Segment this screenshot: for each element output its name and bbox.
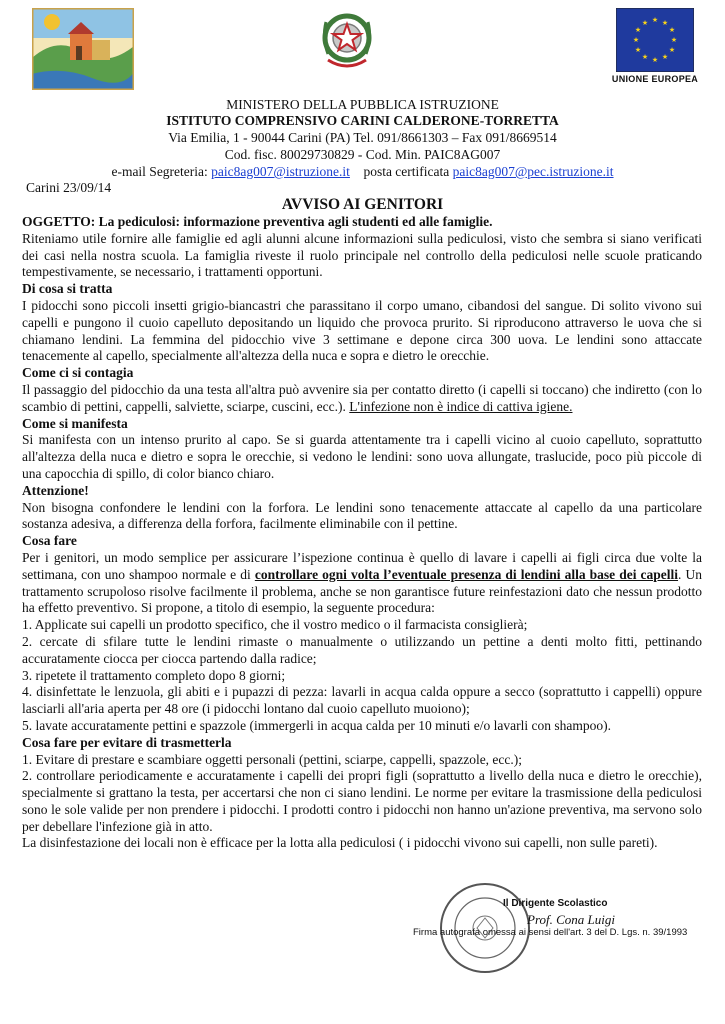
section-heading: Cosa fare per evitare di trasmetterla (22, 734, 232, 750)
section-heading: Di cosa si tratta (22, 281, 113, 297)
signature-title: Il Dirigente Scolastico (503, 898, 608, 909)
institute-name: ISTITUTO COMPRENSIVO CARINI CALDERONE-TORRETTA (166, 113, 559, 128)
pec-label: posta certificata (363, 164, 453, 179)
svg-text:★: ★ (661, 19, 669, 27)
section-heading: Cosa fare (22, 533, 77, 549)
svg-text:★: ★ (661, 53, 669, 61)
institute-codes: Cod. fisc. 80029730829 - Cod. Min. PAIC8AG007 (224, 147, 501, 162)
section-heading: Come ci si contagia (22, 365, 134, 381)
svg-text:★: ★ (670, 36, 678, 44)
eu-flag-icon (616, 8, 694, 72)
svg-text:★: ★ (641, 53, 649, 61)
email-label: e-mail Segreteria: (111, 164, 212, 179)
prevention-step: 2. controllare periodicamente e accuratamente i capelli dei propri figli (soprattutto a livello della nuca e dietro le orecchie), specialmente si grattano la testa, per accertarsi che non ci siano lendini. Le norme per evitare la trasmissione della pediculosi sono le sole valide per non prendere i pidocchi. I prodotti contro i pidocchi non hanno un'azione preventiva, ma servono solo per debellare l'infezione già in atto. (22, 768, 702, 834)
svg-text:★: ★ (634, 26, 642, 34)
svg-text:★: ★ (668, 46, 676, 54)
svg-text:★: ★ (651, 56, 659, 64)
svg-text:★: ★ (632, 36, 640, 44)
svg-text:★: ★ (641, 19, 649, 27)
closing-paragraph: La disinfestazione dei locali non è efficace per la lotta alla pediculosi ( i pidocchi vivono sui capelli, non sulle pareti). (22, 835, 658, 851)
treatment-text-a: Per i genitori, un modo semplice per assicurare l’ispezione continua è quello di lavare i capelli ai figli circa due volte la settimana, con uno shampoo normale e di (22, 549, 702, 582)
contagion-text: Il passaggio del pidocchio da una testa all'altra può avvenire sia per contatto diretto (i capelli si toccano) che indiretto (con lo scambio di pettini, cappelli, salviette, sciarpe, cuscini, ecc.). (22, 381, 702, 414)
section-paragraph: I pidocchi sono piccoli insetti grigio-biancastri che parassitano il corpo umano, cibandosi del sangue. Di solito vivono sui capelli e pungono il cuoio capelluto depositando un liquido che provoca prurito. Si riproducono attraverso le uova che si chiamano lendini. La femmina del pidocchio vive 3 settimane e depone circa 300 uova. Le lendini sono attaccate tenacemente al capello, specialmente all'altezza della nuca e sopra e dietro le orecchie. (22, 297, 702, 364)
treatment-text-b: . Un trattamento scrupoloso risolve facilmente il problema, anche se non garantisce future reinfestazioni dato che nessun prodotto ha effetto preventivo. Si propone, a titolo di esempio, la seguente procedura: (22, 566, 702, 616)
document-date: Carini 23/09/14 (26, 180, 112, 195)
section-paragraph: Si manifesta con un intenso prurito al capo. Se si guarda attentamente tra i capelli vicino al cuoio capelluto, soprattutto all'altezza della nuca e dietro e sopra le orecchie, si vedono le lendini: sono uova allungate, traslucide, poco più piccole di una capocchia di spillo, di color bianco chiaro. (22, 432, 702, 481)
institute-address: Via Emilia, 1 - 90044 Carini (PA) Tel. 091/8661303 – Fax 091/8669514 (168, 130, 557, 145)
procedure-step: 5. lavate accuratamente pettini e spazzole (immergerli in acqua calda per 10 minuti e/o lavarli con shampoo). (22, 717, 612, 733)
section-paragraph: Non bisogna confondere le lendini con la forfora. Le lendini sono tenacemente attaccate al capello da una particolare sostanza adesiva, a differenza della forfora, facilmente eliminabile con il pettine. (22, 499, 702, 532)
prevention-step: 1. Evitare di prestare e scambiare oggetti personali (pettini, sciarpe, cappelli, spazzole, ecc.); (22, 751, 523, 767)
section-paragraph (22, 550, 702, 617)
procedure-step: 4. disinfettate le lenzuola, gli abiti e i pupazzi di pezza: lavarli in acqua calda oppure a secco (soprattutto i cappelli) oppure lasciarli all'aria aperta per 48 ore (i pidocchi lontano dal cuoio capelluto muoiono); (22, 684, 702, 717)
signature-name: Prof. Cona Luigi (527, 912, 616, 927)
eu-caption: UNIONE EUROPEA (611, 74, 699, 84)
treatment-emphasis: controllare ogni volta l’eventuale presenza di lendini alla base dei capelli (254, 566, 679, 582)
svg-text:★: ★ (651, 16, 659, 24)
pec-link[interactable]: paic8ag007@pec.istruzione.it (452, 164, 614, 179)
subject-line: OGGETTO: La pediculosi: informazione preventiva agli studenti ed alle famiglie. (22, 214, 493, 229)
intro-paragraph: Riteniamo utile fornire alle famiglie ed agli alunni alcune informazioni sulla pediculosi, visto che sembra si siano verificati dei casi nella nostra scuola. La famiglia riveste il ruolo principale nel controllo della pediculosi nelle scuole praticando tempestivamente, se necessario, i trattamenti opportuni. (22, 230, 702, 280)
document-body (22, 214, 702, 852)
hygiene-note: L'infezione non è indice di cattiva igiene. (349, 398, 573, 414)
document-title: AVVISO AI GENITORI (281, 196, 444, 213)
italian-republic-emblem-icon (318, 8, 376, 74)
svg-text:★: ★ (634, 46, 642, 54)
ministry-name: MINISTERO DELLA PUBBLICA ISTRUZIONE (226, 97, 499, 112)
signature-note: Firma autografa omessa ai sensi dell'art. 3 del D. Lgs. n. 39/1993 (413, 927, 688, 938)
school-logo-icon (32, 8, 134, 90)
procedure-step: 2. cercate di sfilare tutte le lendini rimaste o manualmente o utilizzando un pettine a denti molto fitti, pettinando accuratamente ciocca per ciocca partendo dalla radice; (22, 633, 702, 666)
section-heading: Attenzione! (22, 482, 89, 498)
procedure-step: 3. ripetete il trattamento completo dopo 8 giorni; (22, 667, 286, 683)
svg-text:★: ★ (668, 26, 676, 34)
procedure-step: 1. Applicate sui capelli un prodotto specifico, che il vostro medico o il farmacista consiglierà; (22, 617, 528, 633)
email-link[interactable]: paic8ag007@istruzione.it (211, 164, 350, 179)
contact-line (0, 163, 725, 180)
section-heading: Come si manifesta (22, 415, 128, 431)
section-paragraph (22, 382, 702, 416)
